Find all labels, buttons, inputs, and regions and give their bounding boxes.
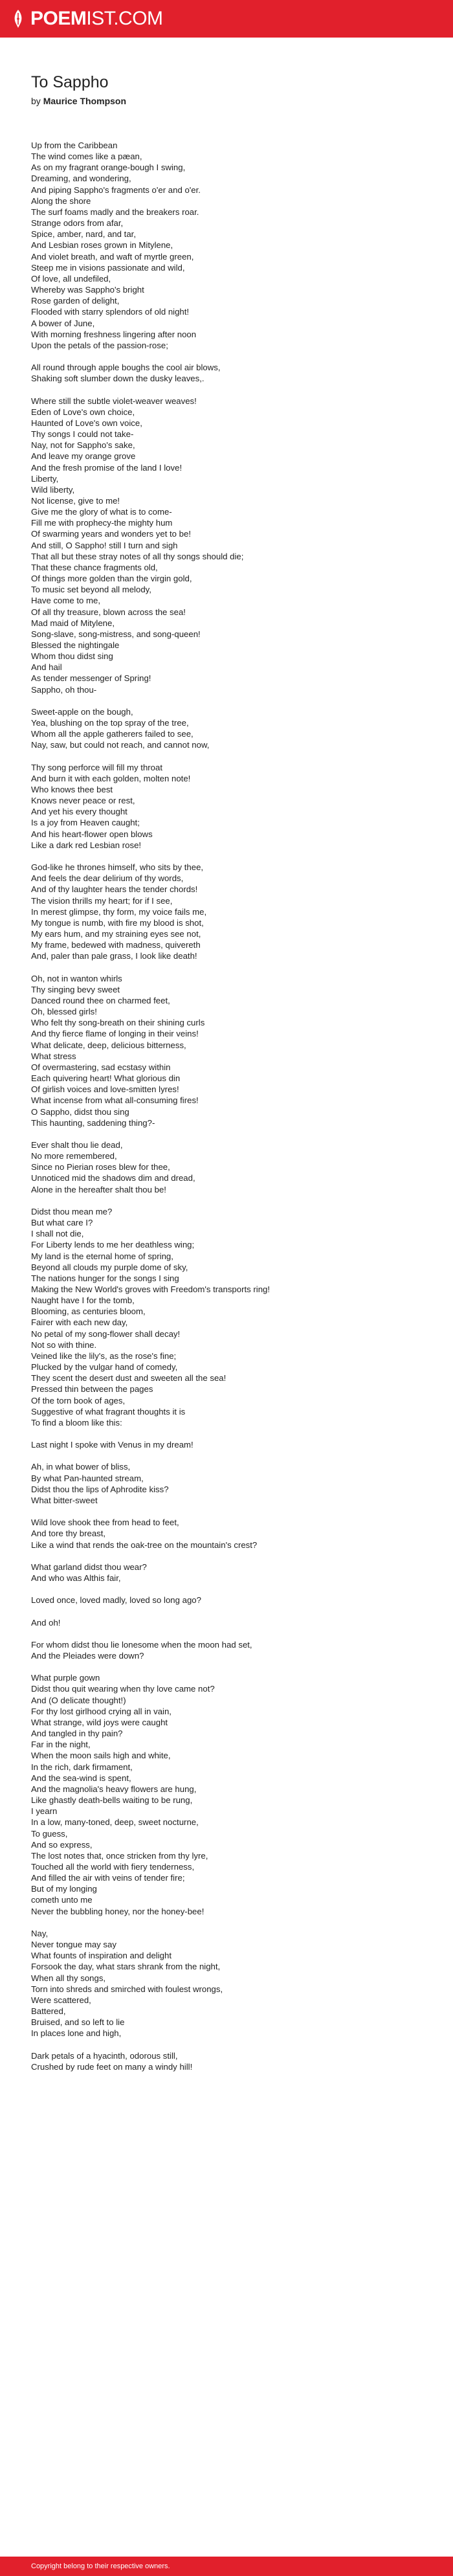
poem-line: I shall not die,	[31, 1229, 84, 1239]
poem-line: Up from the Caribbean	[31, 140, 118, 150]
poem-line: Sweet-apple on the bough,	[31, 706, 133, 717]
poem-line: To find a bloom like this:	[31, 1417, 122, 1428]
poem-line: Far in the night,	[31, 1740, 91, 1750]
poem-line: What garland didst thou wear?	[31, 1562, 147, 1572]
poem-body	[31, 140, 426, 2083]
poem-line: And tangled in thy pain?	[31, 1729, 123, 1739]
poem-line: And the sea-wind is spent,	[31, 1773, 131, 1783]
poem-line: Wild liberty,	[31, 484, 75, 495]
logo-text-bold: POEM	[30, 8, 87, 29]
poem-line: Bruised, and so left to lie	[31, 2017, 125, 2028]
poem-line: Upon the petals of the passion-rose;	[31, 340, 168, 350]
poem-line: When all thy songs,	[31, 1973, 106, 1983]
poem-line: Of love, all undefiled,	[31, 273, 111, 284]
poem-line: When the moon sails high and white,	[31, 1751, 171, 1761]
poem-line: cometh unto me	[31, 1895, 93, 1905]
poem-line: As on my fragrant orange-bough I swing,	[31, 162, 186, 173]
poem-line: Haunted of Love's own voice,	[31, 418, 142, 428]
poem-line: Didst thou the lips of Aphrodite kiss?	[31, 1484, 169, 1494]
poem-line: As tender messenger of Spring!	[31, 673, 151, 684]
poem-line: Ever shalt thou lie dead,	[31, 1139, 123, 1150]
poem-line: Thy song perforce will fill my throat	[31, 762, 163, 772]
poem-line: What founts of inspiration and delight	[31, 1951, 171, 1961]
poem-line: Like ghastly death-bells waiting to be rung,	[31, 1795, 193, 1806]
poem-line: A bower of June,	[31, 318, 95, 328]
stanza	[31, 1439, 426, 1450]
stanza	[31, 762, 426, 851]
poem-line: Whereby was Sappho's bright	[31, 285, 144, 295]
poem-line: And the fresh promise of the land I love!	[31, 462, 182, 473]
poem-line: Last night I spoke with Venus in my dream!	[31, 1440, 193, 1450]
poem-line: Not so with thine.	[31, 1339, 97, 1350]
poem-line: And filled the air with veins of tender fire;	[31, 1873, 185, 1883]
poem-line: With morning freshness lingering after noon	[31, 329, 197, 339]
poem-line: What bitter-sweet	[31, 1495, 98, 1505]
poem-line: Nay, saw, but could not reach, and cannot now,	[31, 740, 210, 750]
poem-line: Of swarming years and wonders yet to be!	[31, 529, 192, 539]
poem-line: For whom didst thou lie lonesome when the moon had set,	[31, 1639, 252, 1650]
poem-line: Veined like the lily's, as the rose's fine;	[31, 1350, 177, 1361]
byline-prefix: by	[31, 96, 41, 106]
poem-line: What incense from what all-consuming fires!	[31, 1095, 199, 1106]
poem-line: The surf foams madly and the breakers roar.	[31, 207, 199, 217]
logo-text	[30, 9, 163, 28]
poem-line: No more remembered,	[31, 1151, 117, 1161]
poem-line: Like a wind that rends the oak-tree on the mountain's crest?	[31, 1540, 258, 1550]
poem-line: Dark petals of a hyacinth, odorous still,	[31, 2050, 178, 2061]
stanza	[31, 1517, 426, 1550]
poem-line: In a low, many-toned, deep, sweet nocturne,	[31, 1817, 199, 1828]
poem-line: The vision thrills my heart; for if I see,	[31, 895, 173, 906]
stanza	[31, 862, 426, 961]
stanza	[31, 1672, 426, 1916]
poem-line: In the rich, dark firmament,	[31, 1762, 133, 1772]
stanza	[31, 362, 426, 384]
poem-line: Give me the glory of what is to come-	[31, 507, 172, 517]
poem-line: But of my longing	[31, 1884, 97, 1894]
poem-header	[31, 73, 419, 107]
poem-line: The wind comes like a pæan,	[31, 151, 142, 162]
poem-line: Of the torn book of ages,	[31, 1395, 126, 1406]
poem-line: Shaking soft slumber down the dusky leaves,.	[31, 374, 204, 384]
poem-line: Forsook the day, what stars shrank from the night,	[31, 1962, 221, 1972]
poem-line: Blooming, as centuries bloom,	[31, 1306, 146, 1317]
stanza	[31, 1206, 426, 1428]
poem-line: Wild love shook thee from head to feet,	[31, 1518, 179, 1528]
poem-line: And his heart-flower open blows	[31, 829, 153, 839]
poem-line: They scent the desert dust and sweeten all the sea!	[31, 1373, 226, 1383]
poem-line: Whom all the apple gatherers failed to see,	[31, 729, 193, 739]
poem-line: Who felt thy song-breath on their shining curls	[31, 1018, 205, 1028]
poem-line: Not license, give to me!	[31, 495, 120, 506]
poem-line: And still, O Sappho! still I turn and sigh	[31, 540, 178, 550]
poem-line: In places lone and high,	[31, 2028, 122, 2039]
poem-line: And feels the dear delirium of thy words,	[31, 873, 184, 884]
poem-line: Along the shore	[31, 196, 91, 206]
poem-line: Of overmastering, sad ecstasy within	[31, 1062, 171, 1072]
poem-line: Strange odors from afar,	[31, 218, 124, 229]
poem-line: Alone in the hereafter shalt thou be!	[31, 1184, 166, 1194]
poem-line: Nay, not for Sappho's sake,	[31, 440, 135, 451]
poem-line: What delicate, deep, delicious bitterness,	[31, 1040, 186, 1050]
poem-line: Have come to me,	[31, 596, 101, 606]
poem-line: And burn it with each golden, molten note!	[31, 773, 191, 783]
poem-line: Like a dark red Lesbian rose!	[31, 840, 142, 850]
poem-line: Fairer with each new day,	[31, 1317, 128, 1328]
poem-line: Song-slave, song-mistress, and song-queen!	[31, 629, 201, 639]
poem-line: And the Pleiades were down?	[31, 1651, 144, 1661]
poem-line: I yearn	[31, 1806, 58, 1817]
poem-line: Danced round thee on charmed feet,	[31, 995, 170, 1005]
poem-line: Where still the subtle violet-weaver weaves!	[31, 396, 197, 406]
poem-line: Crushed by rude feet on many a windy hill!	[31, 2061, 193, 2072]
poem-line: Whom thou didst sing	[31, 651, 113, 662]
poem-line: My land is the eternal home of spring,	[31, 1251, 173, 1261]
poem-line: And Lesbian roses grown in Mitylene,	[31, 240, 173, 251]
poem-line: O Sappho, didst thou sing	[31, 1106, 129, 1117]
stanza	[31, 1617, 426, 1628]
poem-line: My frame, bedewed with madness, quivereth	[31, 940, 201, 950]
stanza	[31, 706, 426, 751]
poem-line: And hail	[31, 662, 62, 673]
poem-line: And the magnolia's heavy flowers are hung,	[31, 1784, 197, 1794]
poem-line: Rose garden of delight,	[31, 296, 120, 306]
poem-line: For thy lost girlhood crying all in vain,	[31, 1706, 171, 1716]
quill-pen-icon	[11, 9, 25, 28]
poem-line: Didst thou mean me?	[31, 1206, 113, 1216]
poem-line: Blessed the nightingale	[31, 640, 120, 650]
stanza	[31, 1139, 426, 1195]
poem-line: Sappho, oh thou-	[31, 684, 97, 695]
poem-line: Never tongue may say	[31, 1940, 116, 1950]
poem-line: Flooded with starry splendors of old night!	[31, 307, 190, 317]
poem-line: This haunting, saddening thing?-	[31, 1117, 155, 1128]
poem-line: Didst thou quit wearing when thy love came not?	[31, 1684, 215, 1694]
poem-line: Oh, blessed girls!	[31, 1007, 97, 1017]
poem-line: Yea, blushing on the top spray of the tree,	[31, 718, 189, 728]
poem-line: Ah, in what bower of bliss,	[31, 1462, 131, 1472]
poem-line: Never the bubbling honey, nor the honey-bee!	[31, 1906, 204, 1916]
poem-line: But what care I?	[31, 1218, 93, 1228]
stanza	[31, 973, 426, 1128]
poem-line: Spice, amber, nard, and tar,	[31, 229, 137, 240]
poem-line: By what Pan-haunted stream,	[31, 1473, 144, 1483]
poem-line: That these chance fragments old,	[31, 562, 158, 572]
stanza	[31, 1639, 426, 1661]
poem-line: Since no Pierian roses blew for thee,	[31, 1162, 170, 1172]
footer-bar	[0, 2557, 453, 2576]
poem-line: Of all thy treasure, blown across the sea!	[31, 607, 186, 617]
poem-line: What purple gown	[31, 1673, 100, 1683]
poem-line: No petal of my song-flower shall decay!	[31, 1328, 181, 1339]
poem-line: Loved once, loved madly, loved so long ago?	[31, 1595, 201, 1606]
poem-line: And who was Althis fair,	[31, 1573, 121, 1583]
poem-line: To music set beyond all melody,	[31, 585, 151, 595]
author-name[interactable]: Maurice Thompson	[43, 96, 127, 106]
stanza	[31, 1595, 426, 1606]
poem-line: And so express,	[31, 1839, 93, 1850]
poem-line: Of things more golden than the virgin gold,	[31, 574, 192, 584]
site-logo[interactable]	[11, 8, 163, 29]
poem-line: Who knows thee best	[31, 785, 113, 794]
poem-line: In merest glimpse, thy form, my voice fails me,	[31, 906, 207, 917]
poem-line: That all but these stray notes of all thy songs should die;	[31, 551, 244, 561]
poem-line: The nations hunger for the songs I sing	[31, 1273, 179, 1283]
poem-line: And yet his every thought	[31, 807, 127, 817]
poem-line: Thy singing bevy sweet	[31, 984, 120, 994]
poem-line: And oh!	[31, 1617, 61, 1628]
poem-line: And (O delicate thought!)	[31, 1695, 126, 1705]
poem-line: My ears hum, and my straining eyes see not,	[31, 929, 201, 939]
poem-line: Knows never peace or rest,	[31, 796, 135, 806]
stanza	[31, 2050, 426, 2072]
poem-line: Nay,	[31, 1928, 49, 1938]
poem-line: Beyond all clouds my purple dome of sky,	[31, 1262, 188, 1272]
poem-line: Fill me with prophecy-the mighty hum	[31, 518, 173, 528]
poem-line: Of girlish voices and love-smitten lyres!	[31, 1084, 179, 1095]
poem-line: Dreaming, and wondering,	[31, 174, 131, 184]
logo-text-light: IST.COM	[86, 8, 163, 29]
poem-line: My tongue is numb, with fire my blood is shot,	[31, 917, 204, 928]
poem-line: And leave my orange grove	[31, 451, 136, 462]
poem-line: To guess,	[31, 1828, 68, 1839]
poem-line: Thy songs I could not take-	[31, 429, 134, 440]
poem-line: And violet breath, and waft of myrtle green,	[31, 251, 194, 262]
poem-line: Steep me in visions passionate and wild,	[31, 262, 185, 273]
poem-line: Plucked by the vulgar hand of comedy,	[31, 1362, 178, 1372]
poem-line: And thy fierce flame of longing in their veins!	[31, 1029, 199, 1039]
poem-line: Were scattered,	[31, 1995, 91, 2005]
poem-line: Oh, not in wanton whirls	[31, 973, 122, 983]
poem-line: And of thy laughter hears the tender chords!	[31, 884, 198, 895]
poem-line: Eden of Love's own choice,	[31, 407, 135, 417]
poem-line: And tore thy breast,	[31, 1529, 106, 1539]
poem-line: The lost notes that, once stricken from thy lyre,	[31, 1850, 208, 1861]
top-bar	[0, 0, 453, 38]
poem-line: Battered,	[31, 2006, 66, 2016]
poem-line: Is a joy from Heaven caught;	[31, 818, 140, 828]
poem-line: God-like he thrones himself, who sits by thee,	[31, 862, 204, 873]
poem-line: Naught have I for the tomb,	[31, 1295, 135, 1306]
poem-line: Pressed thin between the pages	[31, 1384, 153, 1394]
stanza	[31, 396, 426, 695]
poem-line: And piping Sappho's fragments o'er and o'er.	[31, 185, 201, 195]
poem-line: What stress	[31, 1051, 76, 1061]
byline	[31, 95, 419, 107]
poem-title: To Sappho	[31, 73, 109, 91]
stanza	[31, 1928, 426, 2039]
poem-line: Liberty,	[31, 473, 59, 484]
footer-copyright: Copyright belong to their respective owners.	[31, 2562, 170, 2570]
poem-line: All round through apple boughs the cool air blows,	[31, 363, 221, 373]
poem-line: What strange, wild joys were caught	[31, 1717, 168, 1727]
poem-line: Touched all the world with fiery tenderness,	[31, 1861, 195, 1872]
stanza	[31, 1461, 426, 1506]
poem-line: And, paler than pale grass, I look like death!	[31, 951, 197, 961]
poem-line: For Liberty lends to me her deathless wing;	[31, 1240, 195, 1250]
stanza	[31, 1562, 426, 1584]
poem-line: Suggestive of what fragrant thoughts it is	[31, 1406, 186, 1417]
poem-line: Making the New World's groves with Freedom's transports ring!	[31, 1284, 271, 1294]
poem-line: Torn into shreds and smirched with foulest wrongs,	[31, 1984, 223, 1994]
poem-line: Each quivering heart! What glorious din	[31, 1073, 181, 1084]
stanza	[31, 140, 426, 351]
poem-line: Unnoticed mid the shadows dim and dread,	[31, 1173, 195, 1183]
poem-line: Mad maid of Mitylene,	[31, 618, 115, 628]
